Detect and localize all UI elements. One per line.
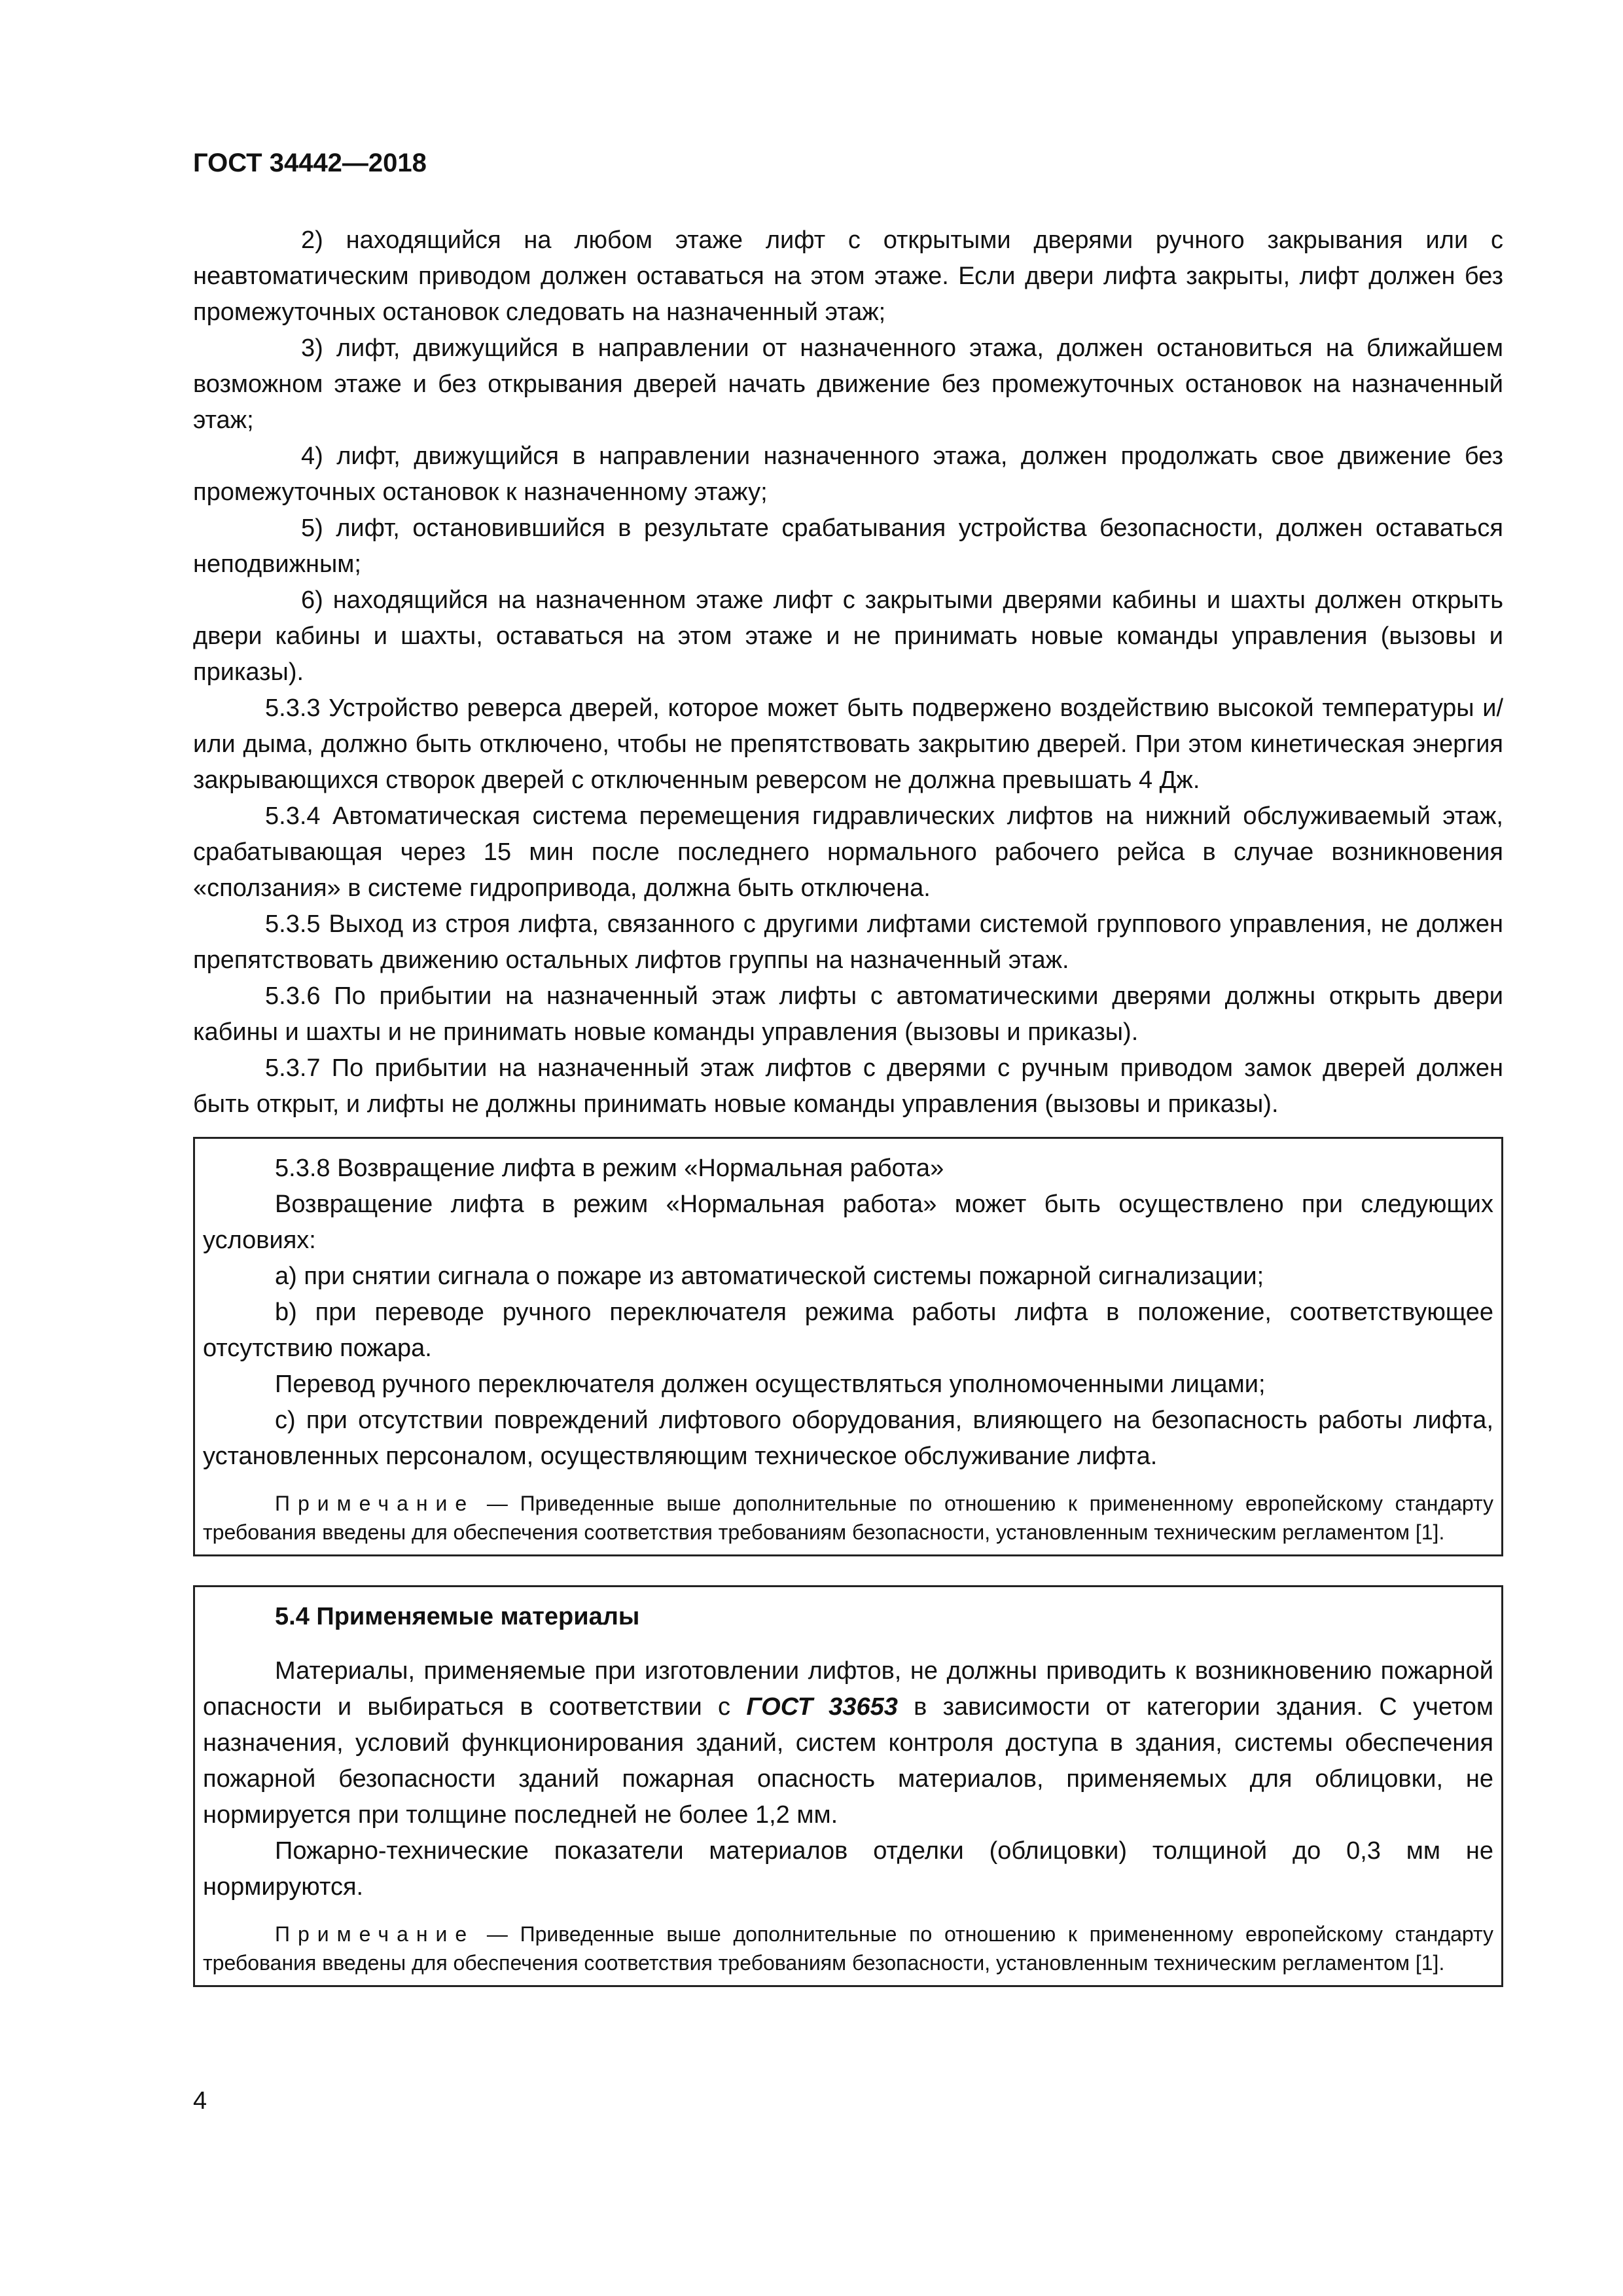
section-5-4-text-before-ref: Материалы, применяемые при изготовлении лифтов, не должны приводить к возникновению пожарной опасности и выбираться в соответствии с — [203, 1657, 1493, 1721]
list-item-4: 4) лифт, движущийся в направлении назначенного этажа, должен продолжать свое движение без промежуточных остановок к назначенному этажу; — [193, 442, 1503, 506]
list-item-2: 2) находящийся на любом этаже лифт с открытыми дверями ручного закрывания или с неавтоматическим приводом должен оставаться на этом этаже. Если двери лифта закрыты, лифт должен без промежуточных остановок следовать на назначенный этаж; — [193, 226, 1503, 326]
note-text: — Приведенные выше дополнительные по отношению к примененному европейскому стандарту требования введены для обеспечения соответствия требованиям безопасности, установленным техническим регламентом [1]. — [203, 1492, 1493, 1544]
section-5-4-paragraph-1 — [203, 1653, 1493, 1833]
gost-reference: ГОСТ 33653 — [746, 1693, 898, 1721]
list-item-3: 3) лифт, движущийся в направлении от назначенного этажа, должен остановиться на ближайшем возможном этаже и без открывания дверей начать движение без промежуточных остановок на назначенный этаж; — [193, 334, 1503, 434]
clause-5-3-6: 5.3.6 По прибытии на назначенный этаж лифты с автоматическими дверями должны открыть двери кабины и шахты и не принимать новые команды управления (вызовы и приказы). — [193, 982, 1503, 1046]
clause-5-3-8-item-b: b) при переводе ручного переключателя режима работы лифта в положение, соответствующее отсутствию пожара. — [203, 1299, 1493, 1362]
section-5-4-box — [193, 1585, 1503, 1987]
section-5-4-paragraph-2: Пожарно-технические показатели материалов отделки (облицовки) толщиной до 0,3 мм не нормируются. — [203, 1837, 1493, 1901]
clause-5-3-8-box — [193, 1137, 1503, 1556]
clause-5-3-8-item-a: а) при снятии сигнала о пожаре из автоматической системы пожарной сигнализации; — [275, 1263, 1264, 1290]
list-item-5: 5) лифт, остановившийся в результате срабатывания устройства безопасности, должен оставаться неподвижным; — [193, 514, 1503, 578]
section-5-4-heading: 5.4 Применяемые материалы — [275, 1603, 640, 1630]
section-5-4-note — [203, 1920, 1493, 1977]
clause-5-3-8-intro: Возвращение лифта в режим «Нормальная работа» может быть осуществлено при следующих условиях: — [203, 1191, 1493, 1254]
clause-5-3-8-note — [203, 1489, 1493, 1547]
clause-5-3-8-item-c: с) при отсутствии повреждений лифтового оборудования, влияющего на безопасность работы лифта, установленных персоналом, осуществляющим техническое обслуживание лифта. — [203, 1407, 1493, 1470]
section-5-4-text-after-ref: в зависимости от категории здания. С учетом назначения, условий функционирования зданий, систем контроля доступа в здания, системы обеспечения пожарной безопасности зданий пожарная опасность материалов, применяемых для облицовки, не нормируется при толщине последней не более 1,2 мм. — [203, 1693, 1493, 1829]
document-header: ГОСТ 34442—2018 — [193, 149, 427, 177]
clause-5-3-7: 5.3.7 По прибытии на назначенный этаж лифтов с дверями с ручным приводом замок дверей должен быть открыт, и лифты не должны принимать новые команды управления (вызовы и приказы). — [193, 1054, 1503, 1118]
page-number: 4 — [193, 2087, 207, 2115]
clause-5-3-5: 5.3.5 Выход из строя лифта, связанного с другими лифтами системой группового управления, не должен препятствовать движению остальных лифтов группы на назначенный этаж. — [193, 910, 1503, 974]
page-content — [193, 223, 1503, 1987]
clause-5-3-4: 5.3.4 Автоматическая система перемещения гидравлических лифтов на нижний обслуживаемый этаж, срабатывающая через 15 мин после последнего нормального рабочего рейса в случае возникновения «сползания» в системе гидропривода, должна быть отключена. — [193, 802, 1503, 902]
list-item-6: 6) находящийся на назначенном этаже лифт с закрытыми дверями кабины и шахты должен открыть двери кабины и шахты, оставаться на этом этаже и не принимать новые команды управления (вызовы и приказы). — [193, 586, 1503, 686]
note-label: Примечание — [275, 1492, 475, 1515]
clause-5-3-8-title: 5.3.8 Возвращение лифта в режим «Нормальная работа» — [275, 1155, 944, 1182]
note-label: Примечание — [275, 1922, 475, 1946]
clause-5-3-8-transfer: Перевод ручного переключателя должен осуществляться уполномоченными лицами; — [275, 1371, 1266, 1398]
note-text: — Приведенные выше дополнительные по отношению к примененному европейскому стандарту требования введены для обеспечения соответствия требованиям безопасности, установленным техническим регламентом [1]. — [203, 1922, 1493, 1975]
clause-5-3-3: 5.3.3 Устройство реверса дверей, которое может быть подвержено воздействию высокой температуры и/или дыма, должно быть отключено, чтобы не препятствовать закрытию дверей. При этом кинетическая энергия закрывающихся створок дверей с отключенным реверсом не должна превышать 4 Дж. — [193, 694, 1503, 794]
